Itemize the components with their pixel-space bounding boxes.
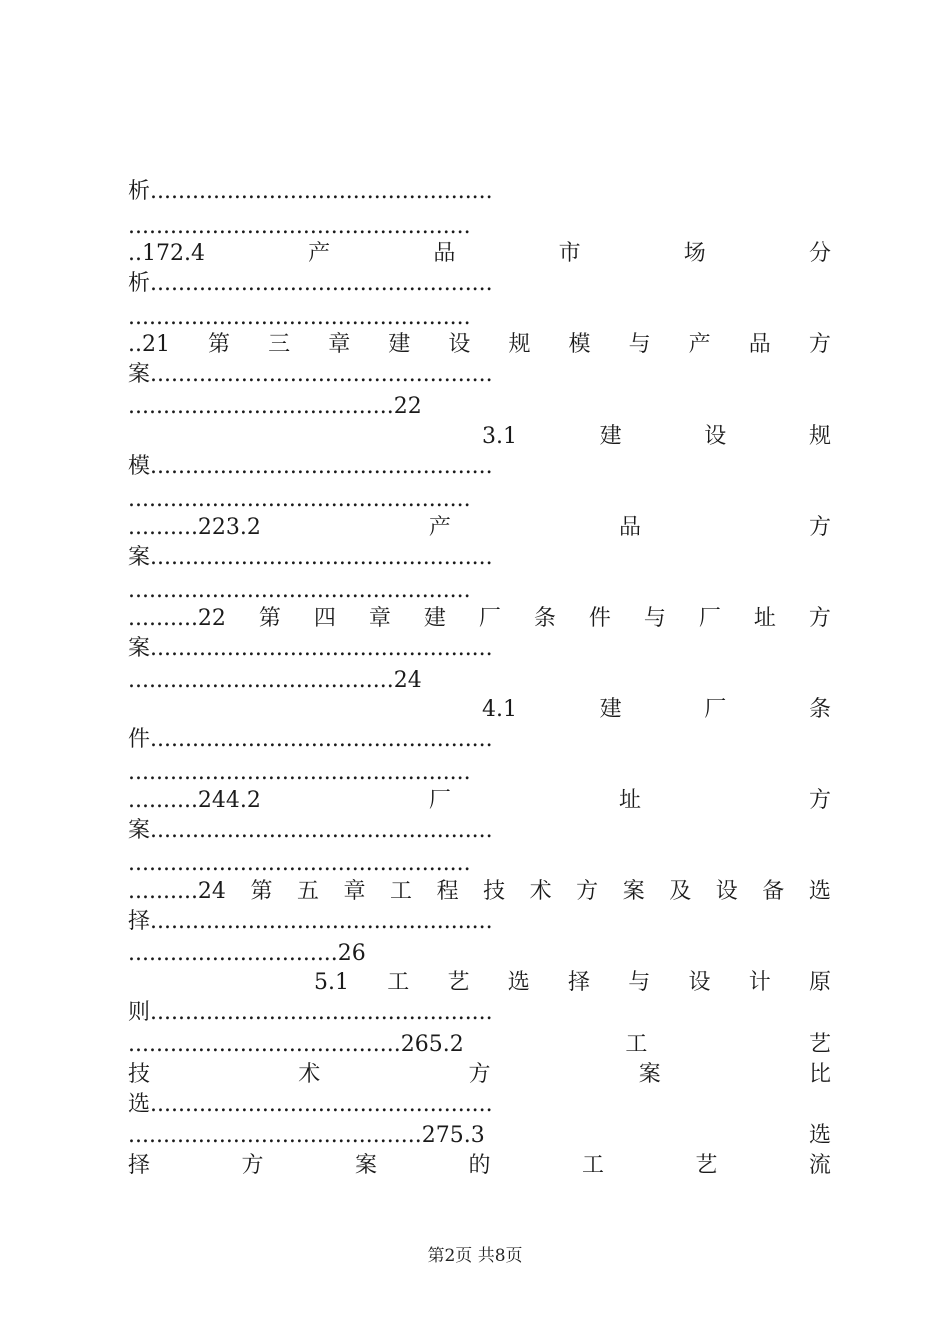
- toc-char: 设: [704, 424, 727, 449]
- toc-line: 案.................................................: [128, 636, 493, 661]
- toc-char: 工: [581, 1153, 604, 1178]
- toc-char: 品: [433, 241, 456, 266]
- toc-char: 规: [808, 424, 831, 449]
- toc-char: 建: [423, 606, 446, 631]
- toc-line: 析.................................................: [128, 271, 493, 296]
- toc-line: ......................................22: [128, 394, 422, 419]
- toc-char: 建: [599, 697, 622, 722]
- toc-char: 第: [208, 332, 231, 357]
- toc-line: 析.................................................: [128, 179, 493, 204]
- toc-entry: [482, 422, 831, 452]
- toc-char: 建: [388, 332, 411, 357]
- toc-line: .................................................: [128, 578, 471, 603]
- toc-char: 与: [628, 332, 651, 357]
- toc-char: 产: [688, 332, 711, 357]
- toc-char: 方: [808, 332, 831, 357]
- toc-char: 技: [483, 879, 506, 904]
- toc-char: 比: [808, 1062, 831, 1087]
- toc-char: 章: [328, 332, 351, 357]
- toc-char: 章: [368, 606, 391, 631]
- toc-char: 件: [588, 606, 611, 631]
- toc-entry: [128, 1121, 831, 1151]
- toc-char: 建: [599, 424, 622, 449]
- toc-char: 产: [308, 241, 331, 266]
- toc-entry: [128, 1060, 831, 1090]
- toc-char: 工: [390, 879, 413, 904]
- toc-entry: [128, 1030, 831, 1060]
- toc-entry: [128, 239, 831, 269]
- toc-char: 与: [628, 970, 651, 995]
- toc-char: 址: [753, 606, 776, 631]
- toc-line: 模.................................................: [128, 454, 493, 479]
- toc-number: ..........24: [128, 879, 226, 904]
- toc-line: 件.................................................: [128, 727, 493, 752]
- toc-char: 案: [622, 879, 645, 904]
- toc-char: 选: [808, 879, 831, 904]
- toc-char: 设: [448, 332, 471, 357]
- toc-char: 与: [643, 606, 666, 631]
- toc-char: 艺: [695, 1153, 718, 1178]
- toc-char: 品: [748, 332, 771, 357]
- toc-line: 案.................................................: [128, 362, 493, 387]
- toc-char: 方: [576, 879, 599, 904]
- toc-number: 3.1: [482, 424, 517, 449]
- toc-line: .................................................: [128, 851, 471, 876]
- toc-char: 艺: [447, 970, 470, 995]
- toc-number: 5.1: [314, 970, 349, 995]
- toc-char: 址: [618, 788, 641, 813]
- toc-line: .................................................: [128, 214, 471, 239]
- toc-number: ..21: [128, 332, 170, 357]
- toc-char: 术: [529, 879, 552, 904]
- toc-entry: [128, 513, 831, 543]
- toc-char: 厂: [428, 788, 451, 813]
- toc-entry: [128, 786, 831, 816]
- toc-char: 章: [343, 879, 366, 904]
- toc-entry: [482, 695, 831, 725]
- toc-char: 品: [618, 515, 641, 540]
- toc-chapter: [128, 604, 831, 634]
- toc-char: 的: [468, 1153, 491, 1178]
- toc-char: 厂: [478, 606, 501, 631]
- toc-char: 工: [387, 970, 410, 995]
- toc-line: 选.................................................: [128, 1092, 493, 1117]
- toc-number: 4.1: [482, 697, 517, 722]
- toc-char: 案: [354, 1153, 377, 1178]
- toc-char: 方: [808, 515, 831, 540]
- toc-line: ......................................24: [128, 668, 422, 693]
- toc-char: 程: [436, 879, 459, 904]
- toc-char: 技: [128, 1062, 151, 1087]
- toc-char: 方: [808, 788, 831, 813]
- toc-number: ..........223.2: [128, 515, 261, 540]
- toc-char: 场: [683, 241, 706, 266]
- toc-char: 第: [250, 879, 273, 904]
- toc-char: 产: [428, 515, 451, 540]
- toc-char: 计: [748, 970, 771, 995]
- toc-char: 五: [296, 879, 319, 904]
- toc-number: ..........22: [128, 606, 226, 631]
- toc-line: 择.................................................: [128, 909, 493, 934]
- toc-char: 术: [298, 1062, 321, 1087]
- toc-number: ..........................................275.3: [128, 1123, 485, 1148]
- toc-line: 案.................................................: [128, 545, 493, 570]
- toc-char: 案: [638, 1062, 661, 1087]
- toc-char: 分: [808, 241, 831, 266]
- toc-char: 备: [762, 879, 785, 904]
- toc-char: 择: [128, 1153, 151, 1178]
- toc-char: 厂: [698, 606, 721, 631]
- toc-char: 条: [533, 606, 556, 631]
- toc-entry: [128, 1151, 831, 1181]
- toc-char: 方: [468, 1062, 491, 1087]
- toc-line: .................................................: [128, 305, 471, 330]
- toc-char: 方: [241, 1153, 264, 1178]
- toc-line: 案.................................................: [128, 818, 493, 843]
- toc-char: 选: [808, 1123, 831, 1148]
- toc-char: 条: [808, 697, 831, 722]
- toc-char: 规: [508, 332, 531, 357]
- toc-char: 原: [808, 970, 831, 995]
- toc-char: 设: [688, 970, 711, 995]
- toc-number: ..172.4: [128, 241, 205, 266]
- toc-char: 厂: [704, 697, 727, 722]
- toc-char: 流: [808, 1153, 831, 1178]
- toc-chapter: [128, 877, 831, 907]
- toc-char: 方: [808, 606, 831, 631]
- page-footer: 第2页 共8页: [427, 1246, 523, 1266]
- toc-number: ..........244.2: [128, 788, 261, 813]
- toc-char: 择: [567, 970, 590, 995]
- toc-char: 选: [507, 970, 530, 995]
- toc-line: .................................................: [128, 760, 471, 785]
- toc-char: 及: [669, 879, 692, 904]
- toc-char: 设: [715, 879, 738, 904]
- toc-char: 市: [558, 241, 581, 266]
- toc-number: .......................................265.2: [128, 1032, 464, 1057]
- toc-char: 四: [313, 606, 336, 631]
- toc-line: 则.................................................: [128, 1000, 493, 1025]
- toc-char: 第: [258, 606, 281, 631]
- toc-char: 艺: [808, 1032, 831, 1057]
- toc-chapter: [128, 330, 831, 360]
- toc-line: ..............................26: [128, 941, 366, 966]
- toc-line: .................................................: [128, 487, 471, 512]
- toc-char: 工: [625, 1032, 648, 1057]
- toc-char: 三: [268, 332, 291, 357]
- toc-char: 模: [568, 332, 591, 357]
- toc-entry: [314, 968, 831, 998]
